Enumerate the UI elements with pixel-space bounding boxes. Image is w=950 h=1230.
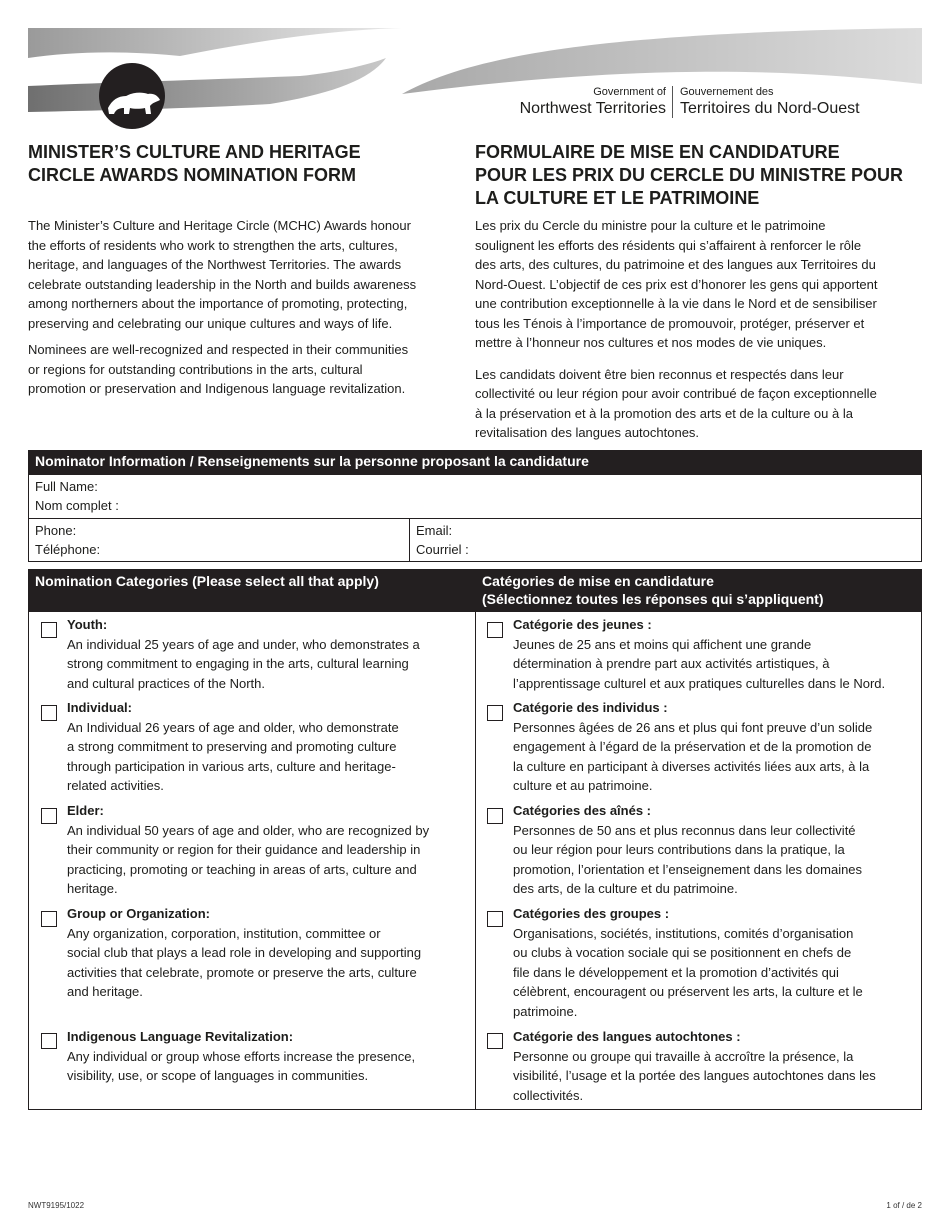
- intro-en-paragraph: [28, 216, 468, 333]
- category-line: their community or region for their guidance and leadership in: [67, 842, 421, 857]
- category-line: An individual 25 years of age and under, who demonstrates a: [67, 636, 420, 652]
- phone-label: Phone:: [35, 523, 77, 538]
- category-title: Youth:: [67, 617, 108, 632]
- category-line: visibilité, l’usage et la portée des langues autochtones dans les: [513, 1068, 876, 1083]
- intro-line: preserving and celebrating our unique cultures and ways of life.: [28, 315, 393, 331]
- category-title: Indigenous Language Revitalization:: [67, 1029, 294, 1044]
- category-individual-en: [67, 698, 467, 796]
- category-title: Catégories des groupes :: [513, 906, 670, 921]
- category-line: An Individual 26 years of age and older, who demonstrate: [67, 719, 399, 735]
- full-name-label-fr: Nom complet :: [35, 498, 119, 513]
- full-name-field[interactable]: [28, 474, 922, 519]
- email-field[interactable]: [409, 518, 922, 562]
- category-title: Group or Organization:: [67, 906, 210, 921]
- title-fr-line: FORMULAIRE DE MISE EN CANDIDATURE: [475, 142, 840, 162]
- category-line: related activities.: [67, 778, 164, 793]
- title-en-line: MINISTER’S CULTURE AND HERITAGE: [28, 142, 361, 162]
- category-line: ou leur région pour leurs contributions dans la pratique, la: [513, 842, 845, 857]
- elder-checkbox[interactable]: [41, 808, 57, 824]
- category-line: through participation in various arts, culture and heritage-: [67, 758, 396, 774]
- nominator-section-header: Nominator Information / Renseignements sur la personne proposant la candidature: [28, 450, 922, 475]
- group-checkbox[interactable]: [41, 911, 57, 927]
- category-line: a strong commitment to preserving and promoting culture: [67, 739, 397, 754]
- title-en-line: CIRCLE AWARDS NOMINATION FORM: [28, 165, 356, 185]
- category-line: Any individual or group whose efforts increase the presence,: [67, 1048, 416, 1064]
- category-line: Organisations, sociétés, institutions, comités d’organisation: [513, 925, 854, 941]
- category-line: heritage.: [67, 881, 118, 896]
- form-number: NWT9195/1022: [28, 1201, 85, 1210]
- aines-checkbox[interactable]: [487, 808, 503, 824]
- gov-fr-large: Territoires du Nord-Ouest: [680, 100, 860, 117]
- category-line: Personnes de 50 ans et plus reconnus dans leur collectivité: [513, 822, 856, 838]
- intro-line: collectivité ou leur région pour avoir contribué de façon exceptionnelle: [475, 386, 877, 401]
- category-line: activities that celebrate, promote or preserve the arts, culture: [67, 964, 417, 980]
- category-title: Catégorie des jeunes :: [513, 617, 652, 632]
- category-elder-fr: [513, 801, 918, 899]
- intro-line: among northerners about the importance of promoting, protecting,: [28, 296, 408, 311]
- category-title: Catégorie des individus :: [513, 700, 668, 715]
- category-indigenous-en: [67, 1027, 467, 1086]
- intro-line: promotion or preservation and Indigenous language revitalization.: [28, 381, 406, 396]
- category-line: Jeunes de 25 ans et moins qui affichent une grande: [513, 636, 812, 652]
- form-title-en: [28, 141, 458, 187]
- category-line: des arts, de la culture et du patrimoine.: [513, 881, 738, 896]
- email-label: Email:: [416, 523, 453, 538]
- intro-line: soulignent les efforts des résidents qui s’affairent à renforcer le rôle: [475, 237, 862, 253]
- intro-line: the efforts of residents who work to strengthen the arts, cultures,: [28, 237, 398, 253]
- individus-checkbox[interactable]: [487, 705, 503, 721]
- intro-fr-paragraph: [475, 216, 925, 353]
- intro-line: une contribution exceptionnelle à la vie dans le Nord et de sensibiliser: [475, 296, 877, 311]
- category-individual-fr: [513, 698, 918, 796]
- category-line: détermination à prendre part aux activités artistiques, à: [513, 656, 830, 671]
- category-line: célèbrent, encouragent ou préservent les arts, la culture et le: [513, 984, 863, 999]
- category-title: Catégorie des langues autochtones :: [513, 1029, 741, 1044]
- intro-en-paragraph: [28, 340, 468, 399]
- phone-label-fr: Téléphone:: [35, 542, 101, 557]
- gov-en-large: Northwest Territories: [519, 100, 666, 117]
- wordmark-divider: [672, 86, 673, 118]
- groupes-checkbox[interactable]: [487, 911, 503, 927]
- categories-header-fr: [475, 569, 922, 612]
- title-fr-line: LA CULTURE ET LE PATRIMOINE: [475, 188, 760, 208]
- intro-line: des arts, des cultures, du patrimoine et des langues aux Territoires du: [475, 257, 876, 272]
- intro-line: à la préservation et à la promotion des arts et de la culture ou à la: [475, 405, 853, 421]
- category-line: Personne ou groupe qui travaille à accroître la présence, la: [513, 1048, 854, 1064]
- title-fr-line: POUR LES PRIX DU CERCLE DU MINISTRE POUR: [475, 165, 904, 185]
- category-line: and cultural practices of the North.: [67, 675, 265, 691]
- intro-line: or regions for outstanding contributions in the arts, cultural: [28, 361, 363, 377]
- langues-autochtones-checkbox[interactable]: [487, 1033, 503, 1049]
- phone-field[interactable]: [28, 518, 410, 562]
- categories-header-en: Nomination Categories (Please select all that apply): [28, 569, 476, 612]
- page-number: 1 of / de 2: [886, 1201, 922, 1210]
- categories-header-fr-line: (Sélectionnez toutes les réponses qui s’appliquent): [482, 591, 824, 607]
- individual-checkbox[interactable]: [41, 705, 57, 721]
- gov-en-small: Government of: [593, 86, 666, 98]
- category-line: culture et au patrimoine.: [513, 778, 653, 793]
- category-line: ou clubs à vocation sociale qui se positionnent en chefs de: [513, 945, 852, 960]
- category-line: promotion, l’orientation et l’enseignement dans les domaines: [513, 861, 863, 877]
- category-youth-fr: [513, 615, 918, 693]
- category-line: la culture en participant à diverses activités liées aux arts, à la: [513, 758, 870, 774]
- nwt-polar-bear-logo: [98, 62, 166, 130]
- indigenous-language-checkbox[interactable]: [41, 1033, 57, 1049]
- category-line: file dans le développement et la promotion d’activités qui: [513, 964, 839, 980]
- category-line: practicing, promoting or teaching in areas of arts, culture and: [67, 861, 417, 877]
- gov-fr-small: Gouvernement des: [680, 86, 774, 98]
- category-indigenous-fr: [513, 1027, 918, 1105]
- category-elder-en: [67, 801, 467, 899]
- gov-french-wordmark: [680, 86, 900, 118]
- category-line: l’apprentissage culturel et aux pratiques culturelles dans le Nord.: [513, 675, 886, 691]
- gov-english-wordmark: [500, 86, 666, 118]
- full-name-label: Full Name:: [35, 479, 98, 494]
- jeunes-checkbox[interactable]: [487, 622, 503, 638]
- category-line: and heritage.: [67, 984, 143, 999]
- category-line: An individual 50 years of age and older, who are recognized by: [67, 822, 430, 838]
- intro-line: Nominees are well-recognized and respected in their communities: [28, 342, 409, 357]
- category-line: patrimoine.: [513, 1003, 578, 1019]
- category-line: strong commitment to engaging in the arts, cultural learning: [67, 656, 409, 671]
- intro-line: Les candidats doivent être bien reconnus et respectés dans leur: [475, 366, 844, 382]
- intro-en: [28, 216, 468, 406]
- category-line: Any organization, corporation, institution, committee or: [67, 925, 381, 941]
- category-line: visibility, use, or scope of languages in communities.: [67, 1068, 369, 1083]
- categories-header-fr-line: Catégories de mise en candidature: [482, 573, 714, 589]
- intro-line: Les prix du Cercle du ministre pour la culture et le patrimoine: [475, 218, 826, 233]
- category-title: Catégories des aînés :: [513, 803, 651, 818]
- intro-fr: [475, 216, 925, 450]
- intro-line: Nord-Ouest. L’objectif de ces prix est d’honorer les gens qui apportent: [475, 276, 878, 292]
- category-line: Personnes âgées de 26 ans et plus qui font preuve d’un solide: [513, 719, 873, 735]
- intro-line: mettre à l’honneur nos cultures et nos modes de vie uniques.: [475, 335, 827, 350]
- category-group-en: [67, 904, 467, 1002]
- intro-line: heritage, and languages of the Northwest Territories. The awards: [28, 257, 402, 272]
- category-line: collectivités.: [513, 1087, 584, 1103]
- intro-fr-paragraph: [475, 365, 925, 443]
- intro-line: revitalisation des langues autochtones.: [475, 425, 700, 440]
- intro-line: celebrate outstanding leadership in the North and builds awareness: [28, 276, 417, 292]
- category-line: social club that plays a lead role in developing and supporting: [67, 945, 422, 960]
- category-line: engagement à l’égard de la préservation et de la promotion de: [513, 739, 872, 754]
- category-title: Individual:: [67, 700, 132, 715]
- intro-line: tous les Ténois à l’importance de promouvoir, protéger, préserver et: [475, 315, 865, 331]
- category-group-fr: [513, 904, 918, 1021]
- category-title: Elder:: [67, 803, 104, 818]
- category-youth-en: [67, 615, 467, 693]
- youth-checkbox[interactable]: [41, 622, 57, 638]
- email-label-fr: Courriel :: [416, 542, 469, 557]
- form-title-fr: [475, 141, 935, 210]
- intro-line: The Minister’s Culture and Heritage Circle (MCHC) Awards honour: [28, 218, 411, 233]
